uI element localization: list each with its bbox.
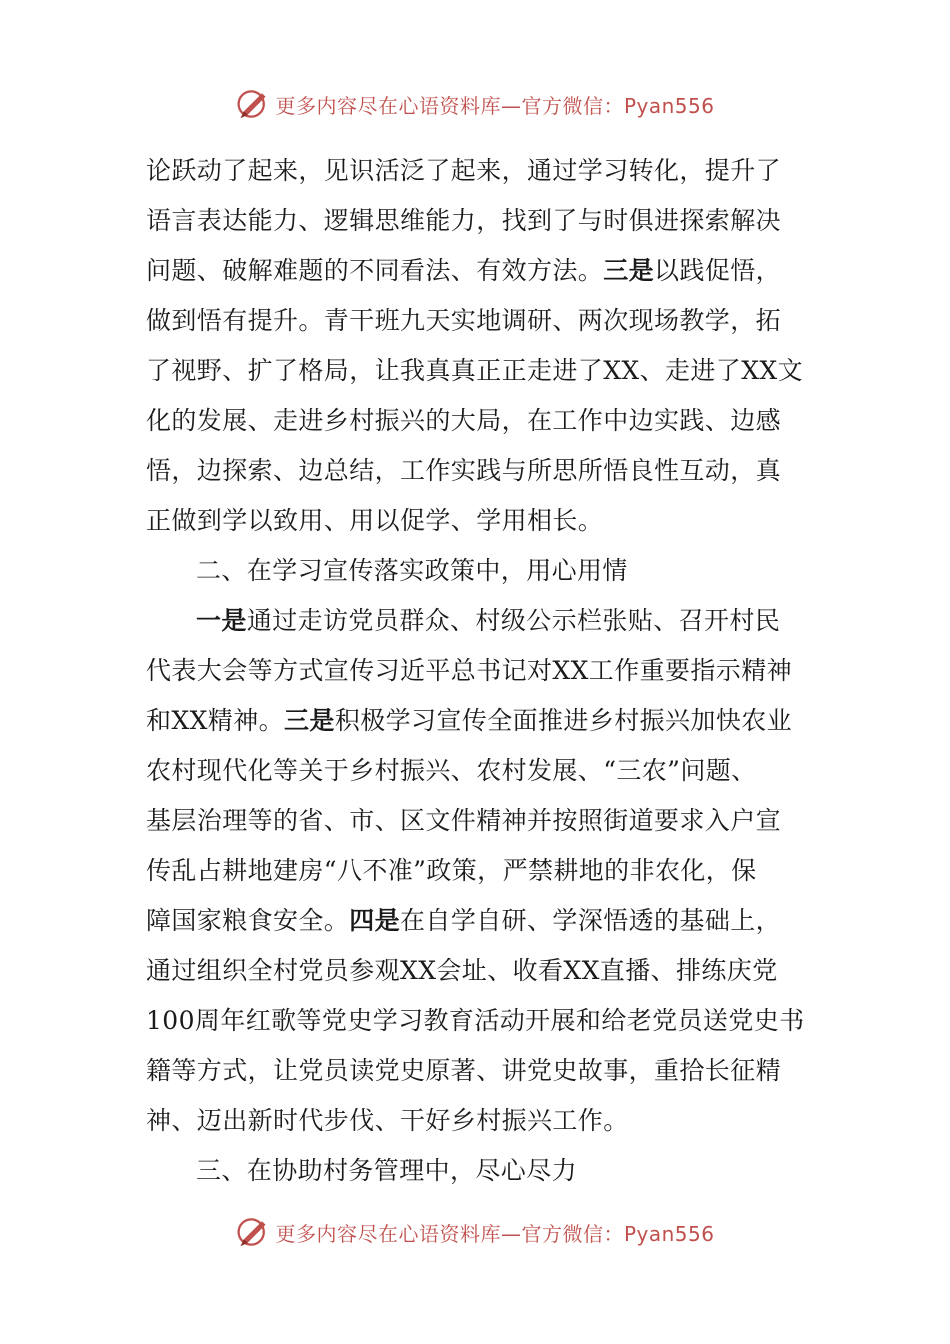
text-run: 和XX精神。 (146, 706, 284, 735)
text-line (146, 1046, 806, 1096)
text-run: 神、迈出新时代步伐、干好乡村振兴工作。 (146, 1106, 629, 1135)
text-line (146, 446, 806, 496)
text-run: 障国家粮食安全。 (146, 906, 350, 935)
watermark-text: 更多内容尽在心语资料库—官方微信：Pyan556 (275, 1221, 715, 1246)
text-line (146, 746, 806, 796)
text-run: 做到悟有提升。青干班九天实地调研、两次现场教学，拓 (146, 306, 782, 335)
text-run: 通过走访党员群众、村级公示栏张贴、召开村民 (246, 606, 781, 635)
pen-logo-icon (235, 86, 271, 122)
text-run: 悟，边探索、边总结，工作实践与所思所悟良性互动，真 (146, 456, 782, 485)
text-line (146, 796, 806, 846)
text-run: 三、在协助村务管理中，尽心尽力 (196, 1156, 578, 1185)
document-body (146, 146, 806, 1196)
text-line (146, 846, 806, 896)
text-run: 代表大会等方式宣传习近平总书记对XX工作重要指示精神 (146, 656, 792, 685)
text-run: 语言表达能力、逻辑思维能力，找到了与时俱进探索解决 (146, 206, 782, 235)
text-line (146, 896, 806, 946)
text-run: 传乱占耕地建房“八不准”政策，严禁耕地的非农化，保 (146, 856, 757, 885)
text-line (146, 246, 806, 296)
text-run: 基层治理等的省、市、区文件精神并按照街道要求入户宣 (146, 806, 782, 835)
text-line (146, 646, 806, 696)
text-run: 农村现代化等关于乡村振兴、农村发展、“三农”问题、 (146, 756, 757, 785)
text-run: 积极学习宣传全面推进乡村振兴加快农业 (334, 706, 793, 735)
text-line (146, 196, 806, 246)
text-line (146, 696, 806, 746)
text-run: 以践促悟， (654, 256, 782, 285)
bold-marker: 一是 (196, 606, 247, 635)
text-run: 在自学自研、学深悟透的基础上， (400, 906, 782, 935)
bold-marker: 四是 (349, 906, 401, 935)
text-line (146, 146, 806, 196)
text-run: 通过组织全村党员参观XX会址、收看XX直播、排练庆党 (146, 956, 778, 985)
text-line (146, 346, 806, 396)
text-run: 籍等方式，让党员读党史原著、讲党史故事，重拾长征精 (146, 1056, 782, 1085)
section-heading (146, 1146, 806, 1196)
text-run: 问题、破解难题的不同看法、有效方法。 (146, 256, 604, 285)
text-run: 100周年红歌等党史学习教育活动开展和给老党员送党史书 (146, 1006, 805, 1035)
text-line (146, 996, 806, 1046)
watermark-text: 更多内容尽在心语资料库—官方微信：Pyan556 (275, 93, 715, 118)
text-run: 二、在学习宣传落实政策中，用心用情 (196, 556, 628, 585)
bold-marker: 三是 (603, 256, 655, 285)
text-line (146, 596, 806, 646)
text-run: 了视野、扩了格局，让我真真正正走进了XX、走进了XX文 (146, 356, 803, 385)
text-line (146, 396, 806, 446)
text-run: 论跃动了起来，见识活泛了起来，通过学习转化，提升了 (146, 156, 782, 185)
text-line (146, 1096, 806, 1146)
text-line (146, 296, 806, 346)
section-heading (146, 546, 806, 596)
text-line (146, 946, 806, 996)
watermark-footer (0, 1212, 950, 1252)
text-run: 化的发展、走进乡村振兴的大局，在工作中边实践、边感 (146, 406, 782, 435)
text-run: 正做到学以致用、用以促学、学用相长。 (146, 506, 604, 535)
text-line (146, 496, 806, 546)
bold-marker: 三是 (284, 706, 335, 735)
watermark-header (0, 84, 950, 124)
pen-logo-icon (235, 1214, 271, 1250)
